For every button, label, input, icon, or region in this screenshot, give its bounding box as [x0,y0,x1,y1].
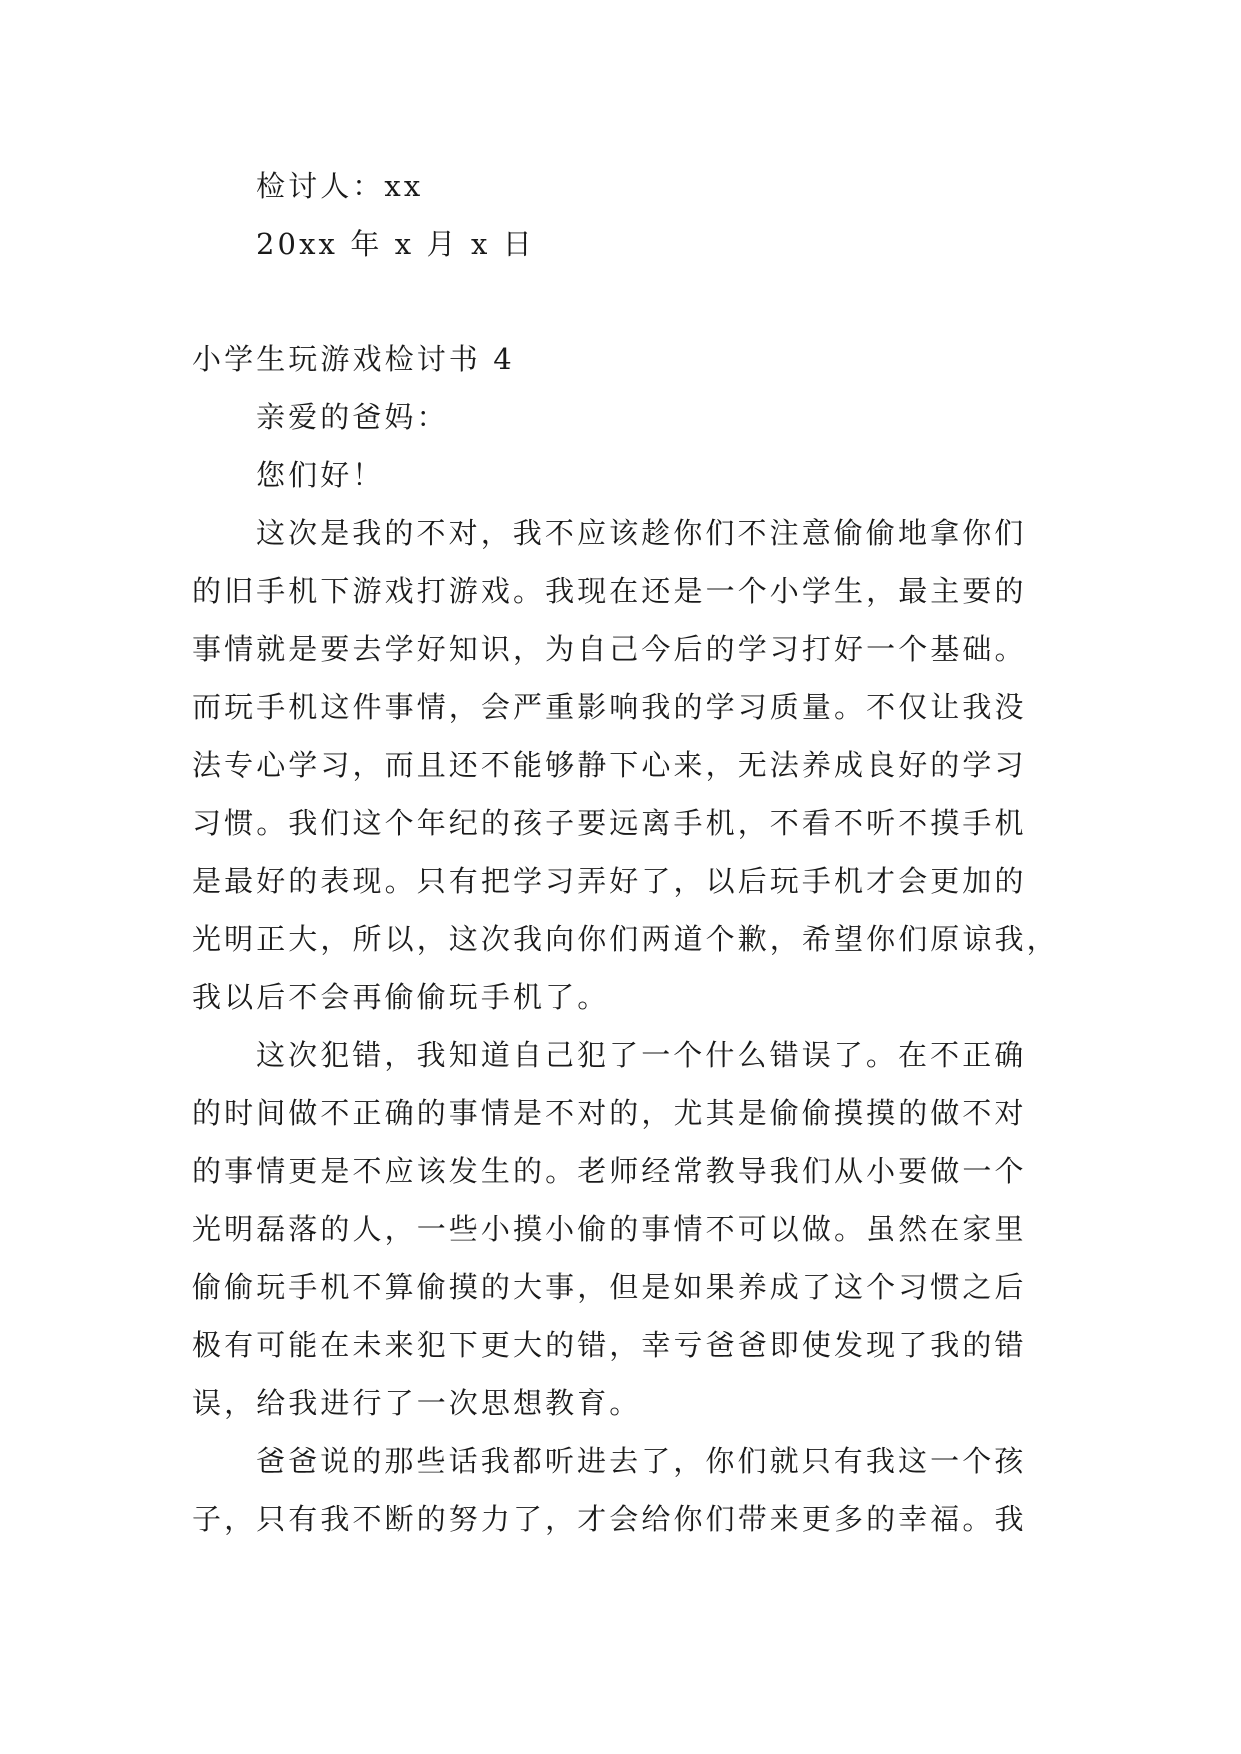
paragraph-line: 的时间做不正确的事情是不对的，尤其是偷偷摸摸的做不对 [192,1096,1027,1130]
paragraph-line: 而玩手机这件事情，会严重影响我的学习质量。不仅让我没 [192,690,1027,724]
paragraph-line: 是最好的表现。只有把学习弄好了，以后玩手机才会更加的 [192,864,1027,898]
paragraph-line: 子，只有我不断的努力了，才会给你们带来更多的幸福。我 [192,1502,1027,1536]
paragraph-line: 极有可能在未来犯下更大的错，幸亏爸爸即使发现了我的错 [192,1328,1027,1362]
paragraph-line: 习惯。我们这个年纪的孩子要远离手机，不看不听不摸手机 [192,806,1027,840]
paragraph-line: 偷偷玩手机不算偷摸的大事，但是如果养成了这个习惯之后 [192,1270,1027,1304]
paragraph-line: 这次是我的不对，我不应该趁你们不注意偷偷地拿你们 [256,516,1027,550]
paragraph-line: 的事情更是不应该发生的。老师经常教导我们从小要做一个 [192,1154,1027,1188]
paragraph-line: 爸爸说的那些话我都听进去了，你们就只有我这一个孩 [256,1444,1027,1478]
paragraph-line: 法专心学习，而且还不能够静下心来，无法养成良好的学习 [192,748,1027,782]
paragraph-line: 光明正大，所以，这次我向你们两道个歉，希望你们原谅我， [192,922,1059,956]
reviewer-signature: 检讨人：xx [256,169,424,203]
salutation: 亲爱的爸妈： [256,400,449,434]
paragraph-line: 光明磊落的人，一些小摸小偷的事情不可以做。虽然在家里 [192,1212,1027,1246]
paragraph-line: 的旧手机下游戏打游戏。我现在还是一个小学生，最主要的 [192,574,1027,608]
paragraph-line: 我以后不会再偷偷玩手机了。 [192,980,610,1014]
paragraph-line: 误，给我进行了一次思想教育。 [192,1386,642,1420]
paragraph-line: 这次犯错，我知道自己犯了一个什么错误了。在不正确 [256,1038,1027,1072]
paragraph-line: 事情就是要去学好知识，为自己今后的学习打好一个基础。 [192,632,1027,666]
greeting: 您们好！ [256,458,385,492]
signature-date: 20xx 年 x 月 x 日 [256,227,535,261]
section-title: 小学生玩游戏检讨书 4 [192,342,515,376]
